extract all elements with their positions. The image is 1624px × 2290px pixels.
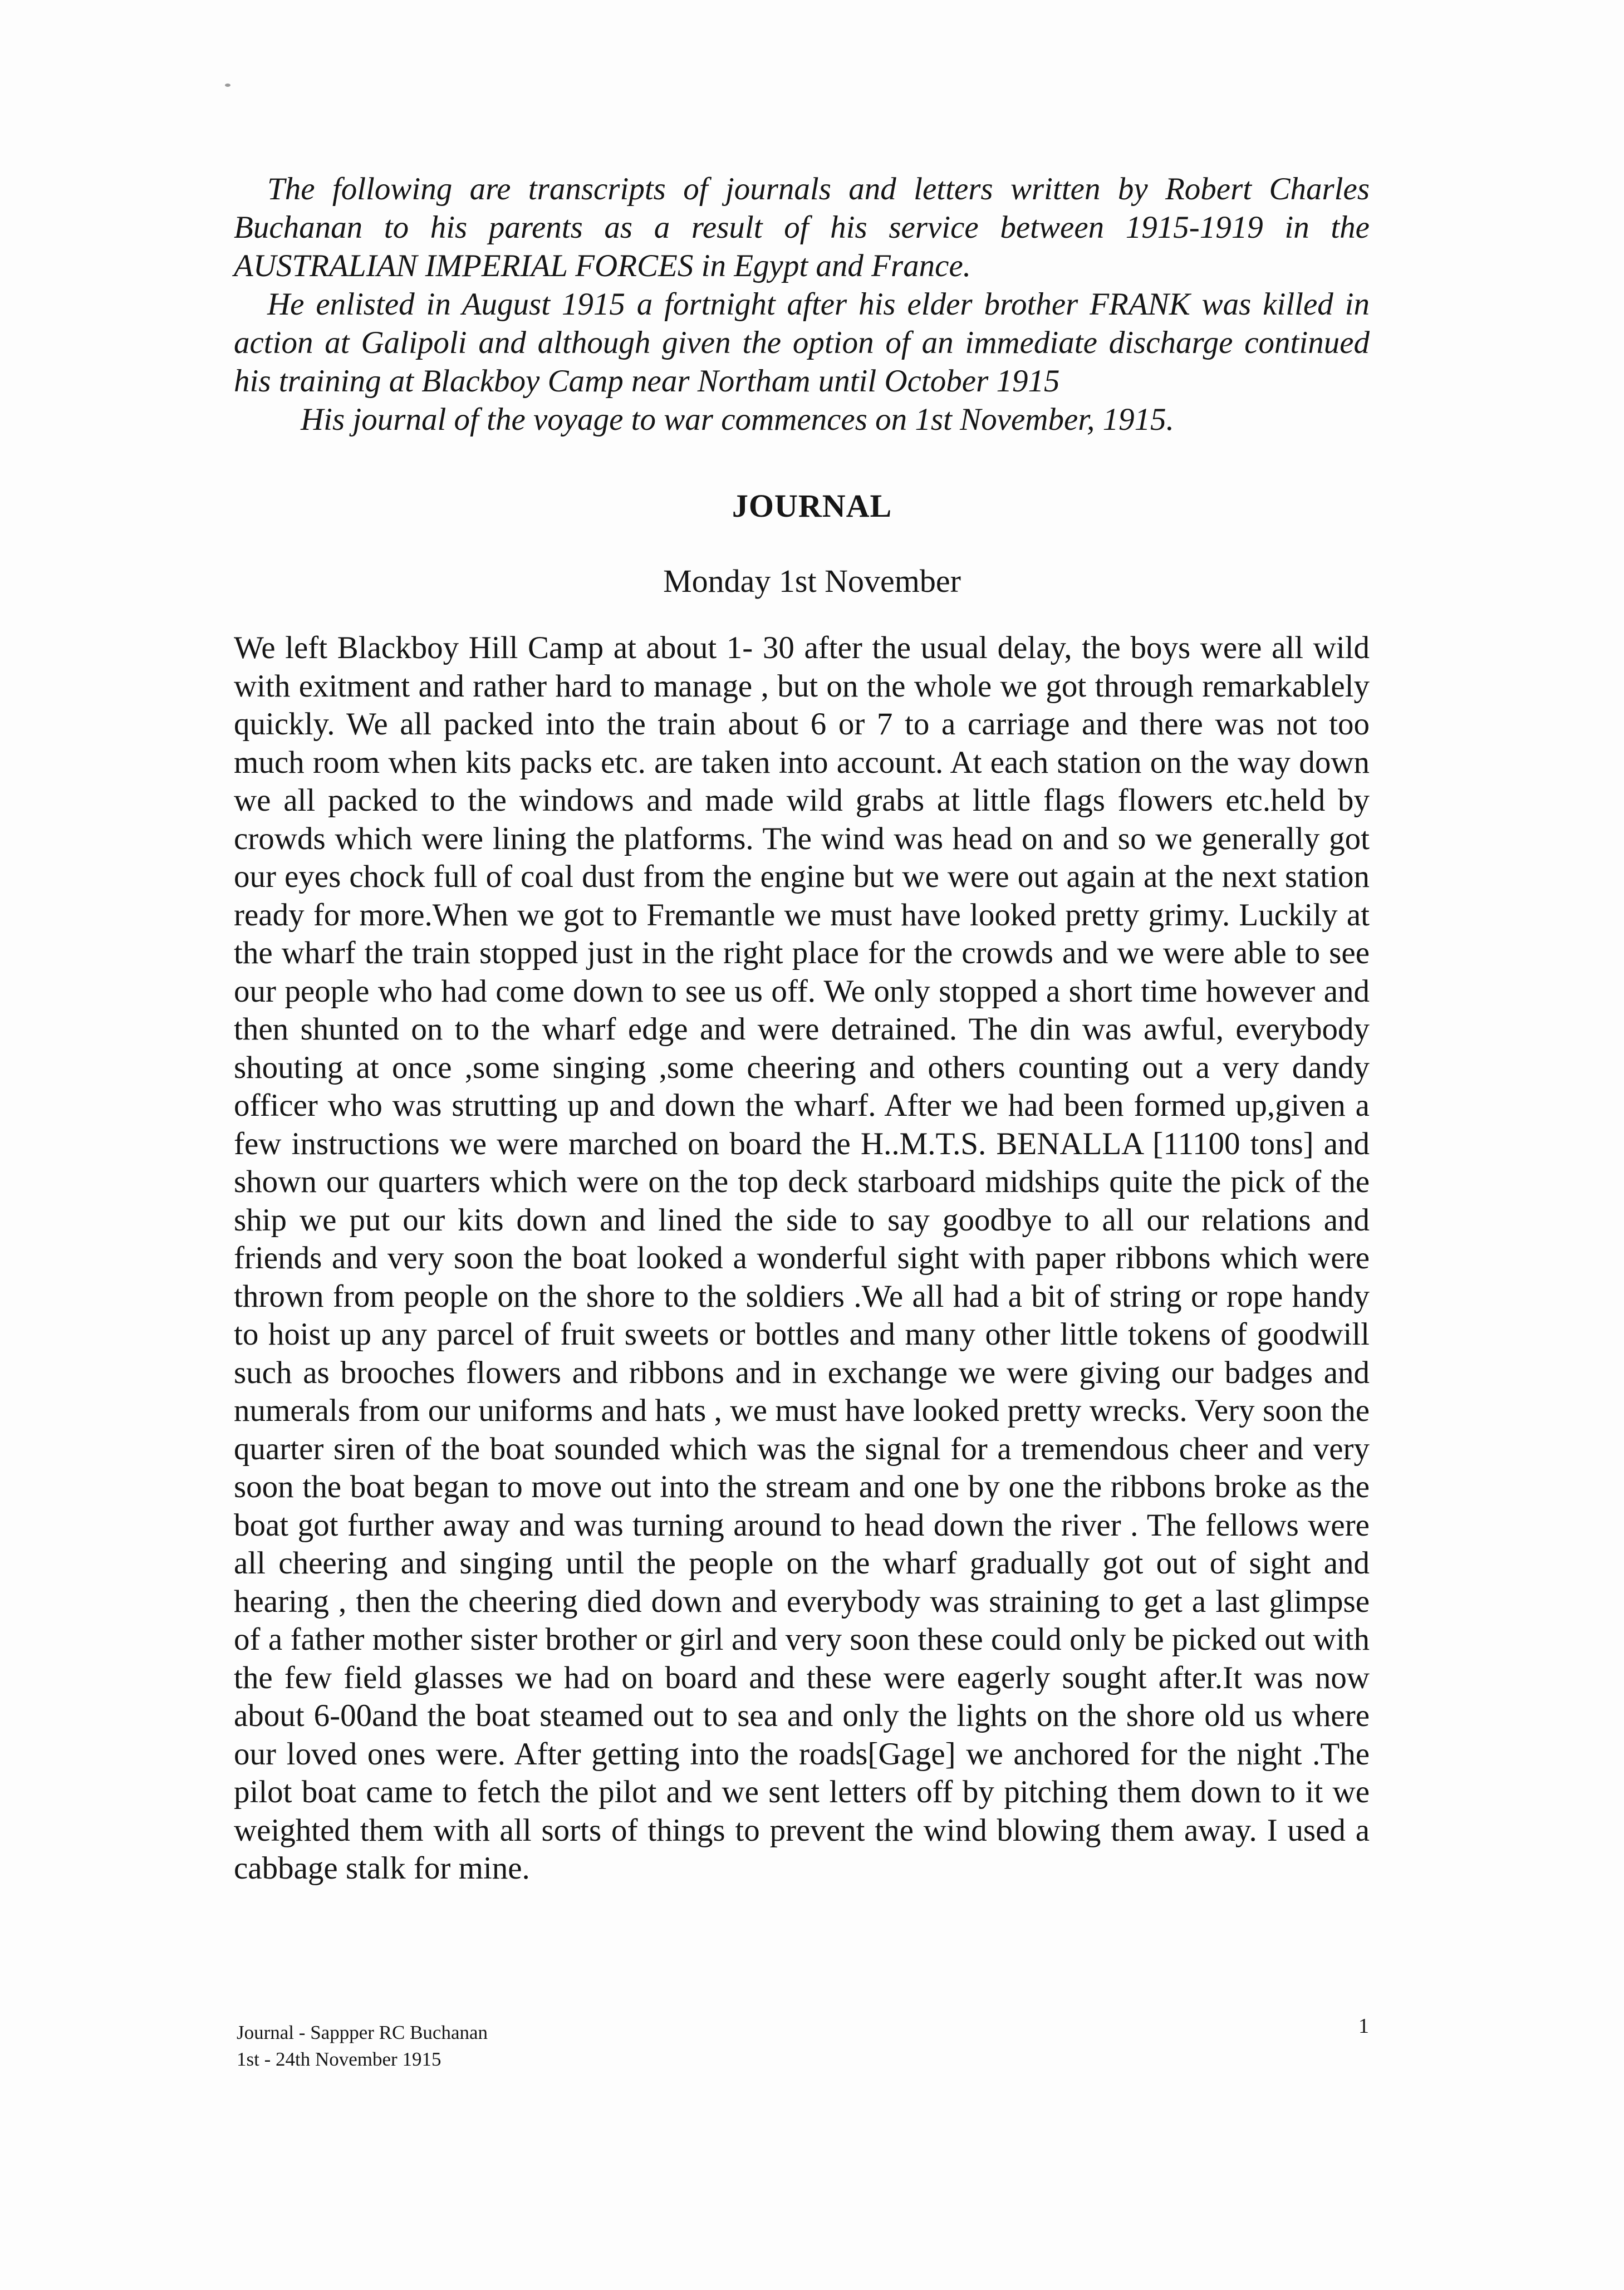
- footer-title: Journal - Sappper RC Buchanan: [237, 2022, 488, 2043]
- journal-entry-text: We left Blackboy Hill Camp at about 1- 30 after the usual delay, the boys were all wild with exitment and rather hard to manage , but on the whole we got through remarkablely quickly. We all packed into the train about 6 or 7 to a carriage and there was not too much room when kits packs etc. are taken into account. At each station on the way down we all packed to the windows and made wild grabs at little flags flowers etc.held by crowds which were lining the platforms. The wind was head on and so we generally got our eyes chock full of coal dust from the engine but we were out again at the next station ready for more.When we got to Fremantle we must have looked pretty grimy. Luckily at the wharf the train stopped just in the right place for the crowds and we were able to see our people who had come down to see us off. We only stopped a short time however and then shunted on to the wharf edge and were detrained. The din was awful, everybody shouting at once ,some singing ,some cheering and others counting out a very dandy officer who was strutting up and down the wharf. After we had been formed up,given a few instructions we were marched on board the H..M.T.S. BENALLA [11100 tons] and shown our quarters which were on the top deck starboard midships quite the pick of the ship we put our kits down and lined the side to say goodbye to all our relations and friends and very soon the boat looked a wonderful sight with paper ribbons which were thrown from people on the shore to the soldiers .We all had a bit of string or rope handy to hoist up any parcel of fruit sweets or bottles and many other little tokens of goodwill such as brooches flowers and ribbons and in exchange we were giving our badges and numerals from our uniforms and hats , we must have looked pretty wrecks. Very soon the quarter siren of the boat sounded which was the signal for a tremendous cheer and very soon the boat began to move out into the stream and one by one the ribbons broke as the boat got further away and was turning around to head down the river . The fellows were all cheering and singing until the people on the wharf gradually got out of sight and hearing , then the cheering died down and everybody was straining to get a last glimpse of a father mother sister brother or girl and very soon these could only be picked out with the few field glasses we had on board and these were eagerly sought after.It was now about 6-00and the boat steamed out to sea and only the lights on the shore old us where our loved ones were. After getting into the roads[Gage] we anchored for the night .The pilot boat came to fetch the pilot and we sent letters off by pitching them down to it we weighted them with all sorts of things to prevent the wind blowing them away. I used a cabbage stalk for mine.: [234, 630, 1370, 1886]
- entry-date: Monday 1st November: [663, 563, 961, 599]
- intro-paragraph: He enlisted in August 1915 a fortnight after his elder brother FRANK was killed in action at Galipoli and although given the option of an immediate discharge continued his training at Blackboy Camp near Northam until October 1915: [234, 287, 1370, 399]
- intro-paragraph: His journal of the voyage to war commences on 1st November, 1915.: [301, 402, 1174, 437]
- journal-heading: JOURNAL: [732, 488, 892, 524]
- page-number: 1: [1358, 2014, 1369, 2038]
- footer-dates: 1st - 24th November 1915: [237, 2048, 441, 2070]
- page-footer: [237, 2019, 488, 2073]
- intro-paragraph: The following are transcripts of journals and letters written by Robert Charles Buchanan to his parents as a result of his service between 1915-1919 in the AUSTRALIAN IMPERIAL FORCES in Egypt and France.: [234, 171, 1370, 283]
- scan-mark: [225, 84, 230, 87]
- intro-section: [234, 170, 1370, 439]
